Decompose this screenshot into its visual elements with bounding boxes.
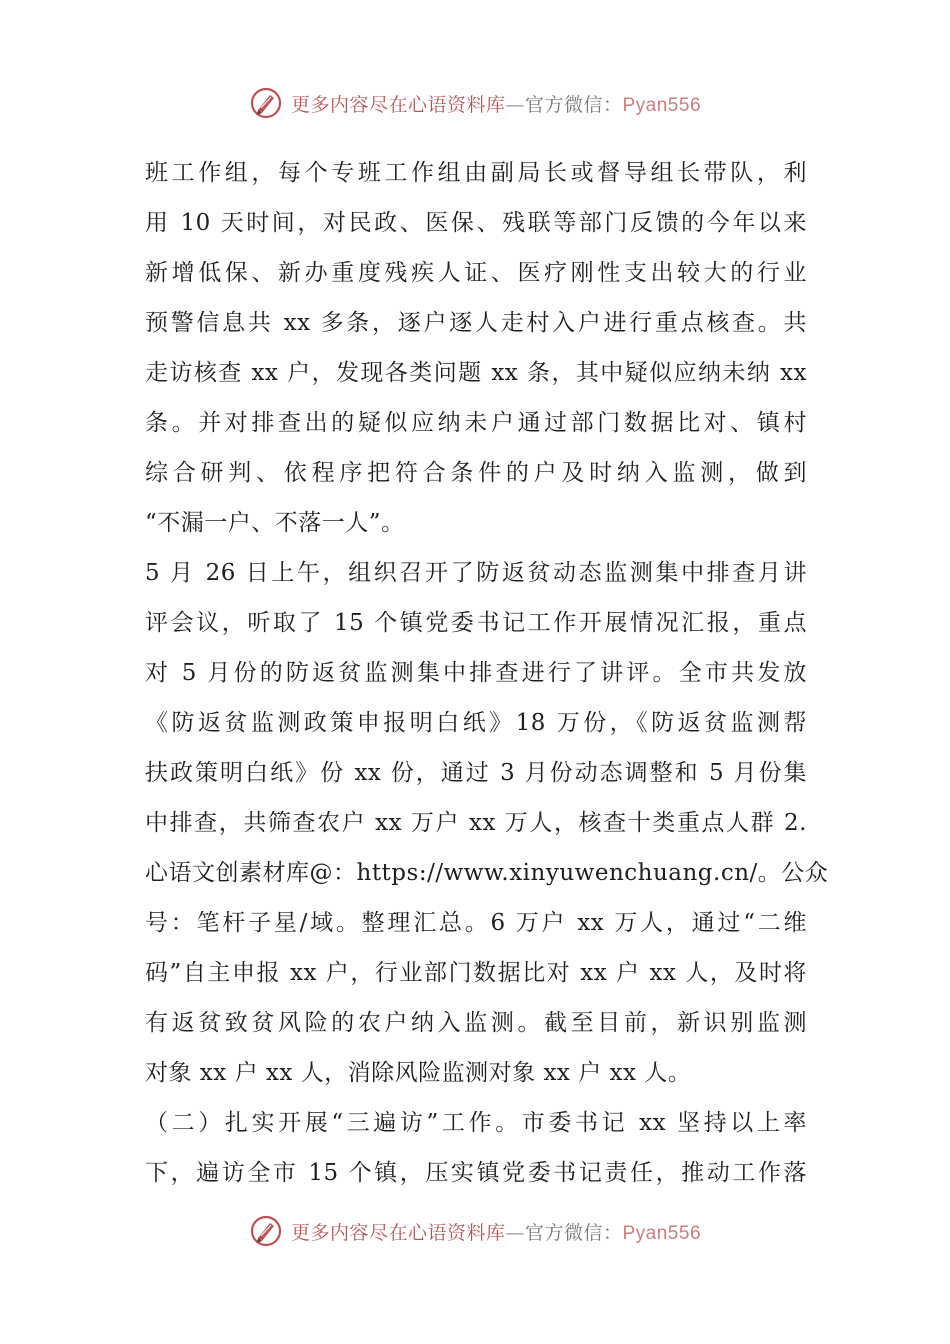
body-line: 走访核查 xx 户，发现各类问题 xx 条，其中疑似应纳未纳 xx — [145, 360, 807, 386]
body-line: 条。并对排查出的疑似应纳未户通过部门数据比对、镇村 — [145, 410, 807, 436]
watermark-brand: 更多内容尽在心语资料库 — [290, 1221, 506, 1244]
body-line: 5 月 26 日上午，组织召开了防返贫动态监测集中排查月讲 — [145, 560, 807, 586]
body-line: 号：笔杆子星/域。整理汇总。6 万户 xx 万人，通过“二维 — [145, 910, 807, 936]
watermark-text — [291, 90, 701, 117]
watermark-dash: — — [505, 93, 525, 116]
body-line: 评会议，听取了 15 个镇党委书记工作开展情况汇报，重点 — [145, 610, 807, 636]
watermark-account: Pyan556 — [622, 1222, 702, 1244]
pen-logo-icon — [249, 1214, 283, 1248]
body-line: （二）扎实开展“三遍访”工作。市委书记 xx 坚持以上率 — [145, 1110, 807, 1136]
watermark-brand: 更多内容尽在心语资料库 — [290, 93, 506, 116]
body-line: 码”自主申报 xx 户，行业部门数据比对 xx 户 xx 人，及时将 — [145, 960, 807, 986]
watermark-label: 官方微信： — [524, 1221, 623, 1244]
body-line: 综合研判、依程序把符合条件的户及时纳入监测，做到 — [145, 460, 807, 486]
watermark-dash: — — [505, 1221, 525, 1244]
watermark-label: 官方微信： — [524, 93, 623, 116]
body-line-paragraph-end: 对象 xx 户 xx 人，消除风险监测对象 xx 户 xx 人。 — [145, 1060, 692, 1086]
watermark-text — [291, 1218, 701, 1245]
body-line: 用 10 天时间，对民政、医保、残联等部门反馈的今年以来 — [145, 210, 807, 236]
watermark-footer — [0, 1211, 950, 1251]
body-line: 新增低保、新办重度残疾人证、医疗刚性支出较大的行业 — [145, 260, 807, 286]
body-line: 班工作组，每个专班工作组由副局长或督导组长带队，利 — [145, 160, 807, 186]
body-line: 心语文创素材库@：https://www.xinyuwenchuang.cn/。公众 — [145, 860, 829, 886]
body-line: 下，遍访全市 15 个镇，压实镇党委书记责任，推动工作落 — [145, 1160, 807, 1186]
body-line: 预警信息共 xx 多条，逐户逐人走村入户进行重点核查。共 — [145, 310, 807, 336]
body-line-paragraph-end: “不漏一户、不落一人”。 — [145, 510, 405, 536]
body-line: 《防返贫监测政策申报明白纸》18 万份，《防返贫监测帮 — [145, 710, 807, 736]
body-line: 中排查，共筛查农户 xx 万户 xx 万人，核查十类重点人群 2. — [145, 810, 807, 836]
body-line: 对 5 月份的防返贫监测集中排查进行了讲评。全市共发放 — [145, 660, 807, 686]
watermark-header — [0, 83, 950, 123]
document-body — [145, 148, 829, 1198]
pen-logo-icon — [249, 86, 283, 120]
body-line: 扶政策明白纸》份 xx 份，通过 3 月份动态调整和 5 月份集 — [145, 760, 807, 786]
body-line: 有返贫致贫风险的农户纳入监测。截至目前，新识别监测 — [145, 1010, 807, 1036]
watermark-account: Pyan556 — [622, 94, 702, 116]
